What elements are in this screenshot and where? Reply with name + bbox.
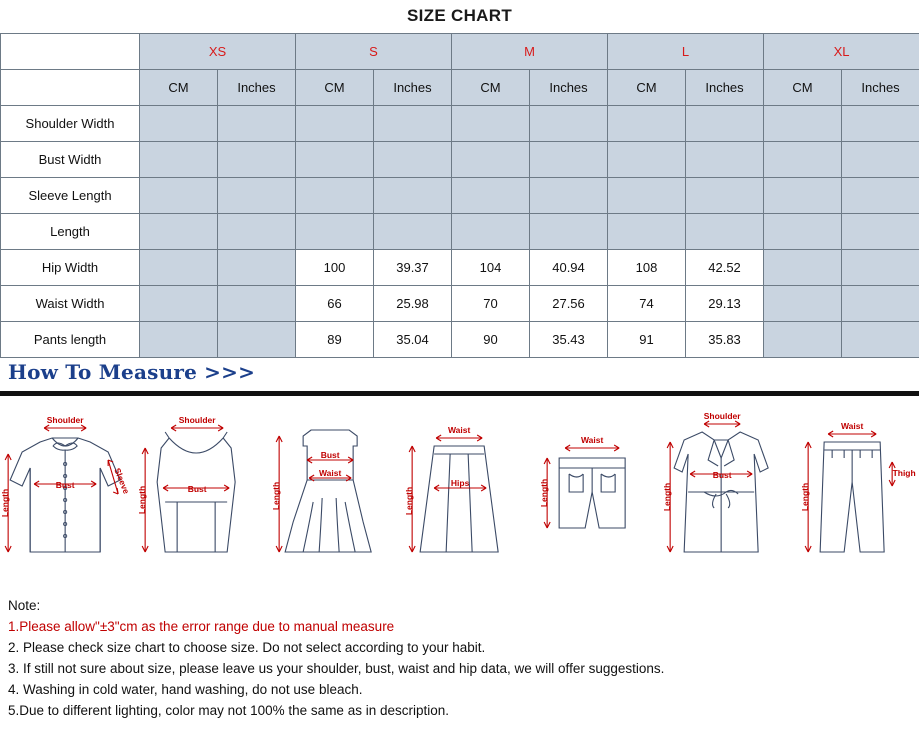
figure-label-waist: Waist (581, 435, 604, 445)
note-line-1: 1.Please allow"±3"cm as the error range due to manual measure (8, 618, 395, 634)
cell (608, 178, 686, 214)
cell: 89 (296, 322, 374, 358)
table-header-sizes (1, 34, 919, 70)
row-label-waist-width: Waist Width (1, 286, 140, 322)
cell (608, 142, 686, 178)
figure-label-waist: Waist (840, 421, 864, 431)
figure-label-sleeve: Sleeve (112, 466, 132, 496)
figure-label-hips: Hips (450, 478, 470, 488)
figure-blouse (0, 402, 131, 586)
divider-rule (0, 391, 919, 396)
size-header-m: M (452, 34, 608, 70)
cell (452, 178, 530, 214)
unit-header-xs-in: Inches (218, 70, 296, 106)
cell (218, 106, 296, 142)
table-row (1, 178, 919, 214)
cell (218, 322, 296, 358)
cell (140, 322, 218, 358)
cell (452, 106, 530, 142)
table-row (1, 322, 919, 358)
cell (140, 178, 218, 214)
cell (374, 142, 452, 178)
size-header-l: L (608, 34, 764, 70)
cell: 29.13 (686, 286, 764, 322)
cell: 66 (296, 286, 374, 322)
cell (842, 214, 919, 250)
unit-header-s-in: Inches (374, 70, 452, 106)
cell (374, 178, 452, 214)
cell (608, 106, 686, 142)
page-title: SIZE CHART (407, 6, 512, 25)
size-header-xs: XS (140, 34, 296, 70)
how-to-measure-banner (0, 360, 919, 396)
cell: 108 (608, 250, 686, 286)
unit-header-l-cm: CM (608, 70, 686, 106)
cell (218, 142, 296, 178)
cell (140, 106, 218, 142)
cell (530, 142, 608, 178)
row-label-bust-width: Bust Width (1, 142, 140, 178)
cell: 91 (608, 322, 686, 358)
cell (764, 106, 842, 142)
note-line-2: 2. Please check size chart to choose size. Do not select according to your habit. (8, 639, 486, 655)
cell (842, 178, 919, 214)
cell (296, 214, 374, 250)
cell (218, 178, 296, 214)
note-line-5: 5.Due to different lighting, color may not 100% the same as in description. (8, 702, 449, 718)
figure-label-length: Length (137, 485, 148, 515)
cell (530, 106, 608, 142)
figure-label-length: Length (0, 488, 11, 518)
size-header-s: S (296, 34, 452, 70)
cell (140, 214, 218, 250)
figure-label-bust: Bust (713, 470, 732, 480)
how-to-measure-heading: How To Measure >>> (8, 360, 256, 384)
unit-header-xl-in: Inches (842, 70, 919, 106)
table-row (1, 142, 919, 178)
cell (218, 250, 296, 286)
figure-label-length: Length (270, 481, 281, 511)
cell (764, 178, 842, 214)
cell (218, 214, 296, 250)
cell (686, 106, 764, 142)
cell: 100 (296, 250, 374, 286)
row-label-hip-width: Hip Width (1, 250, 140, 286)
figure-label-bust: Bust (55, 480, 75, 490)
cell: 90 (452, 322, 530, 358)
cell (686, 178, 764, 214)
cell (296, 106, 374, 142)
cell: 104 (452, 250, 530, 286)
cell (764, 214, 842, 250)
table-row (1, 106, 919, 142)
size-header-xl: XL (764, 34, 919, 70)
notes-heading: Note: (8, 598, 41, 613)
size-chart-table (0, 33, 919, 358)
row-label-pants-length: Pants length (1, 322, 140, 358)
figure-coat (656, 402, 787, 586)
cell (764, 286, 842, 322)
table-row (1, 214, 919, 250)
cell (140, 250, 218, 286)
figure-label-length: Length (799, 482, 810, 512)
table-corner-cell (1, 34, 140, 70)
cell: 74 (608, 286, 686, 322)
cell: 35.83 (686, 322, 764, 358)
figure-label-shoulder: Shoulder (46, 415, 84, 425)
cell (608, 214, 686, 250)
cell (140, 142, 218, 178)
note-line-4: 4. Washing in cold water, hand washing, do not use bleach. (8, 681, 363, 697)
figure-label-shoulder: Shoulder (704, 411, 741, 421)
table-header-units (1, 70, 919, 106)
measurement-figures (0, 396, 919, 586)
figure-label-thigh: Thigh (892, 468, 916, 478)
unit-header-s-cm: CM (296, 70, 374, 106)
cell (764, 142, 842, 178)
figure-label-waist: Waist (447, 425, 471, 435)
cell (530, 214, 608, 250)
cell (218, 286, 296, 322)
table-row (1, 250, 919, 286)
row-label-length: Length (1, 214, 140, 250)
figure-label-bust: Bust (187, 484, 207, 494)
cell (296, 142, 374, 178)
cell (452, 142, 530, 178)
figure-trousers (788, 402, 919, 586)
figure-label-length: Length (403, 486, 414, 516)
figure-flared-dress (263, 402, 394, 586)
cell (374, 106, 452, 142)
unit-corner-cell (1, 70, 140, 106)
note-line-3: 3. If still not sure about size, please leave us your shoulder, bust, waist and hip data, we will offer suggestions. (8, 660, 665, 676)
row-label-sleeve-length: Sleeve Length (1, 178, 140, 214)
figure-label-length: Length (662, 482, 673, 512)
cell: 35.43 (530, 322, 608, 358)
cell (530, 178, 608, 214)
cell (686, 142, 764, 178)
cell: 35.04 (374, 322, 452, 358)
unit-header-m-cm: CM (452, 70, 530, 106)
unit-header-xl-cm: CM (764, 70, 842, 106)
cell (140, 286, 218, 322)
figure-skirt (394, 402, 525, 586)
cell (842, 142, 919, 178)
cell: 70 (452, 286, 530, 322)
cell: 27.56 (530, 286, 608, 322)
cell (686, 214, 764, 250)
unit-header-xs-cm: CM (140, 70, 218, 106)
cell (842, 286, 919, 322)
row-label-shoulder-width: Shoulder Width (1, 106, 140, 142)
unit-header-m-in: Inches (530, 70, 608, 106)
cell: 40.94 (530, 250, 608, 286)
figure-label-bust: Bust (320, 450, 340, 460)
cell (452, 214, 530, 250)
unit-header-l-in: Inches (686, 70, 764, 106)
cell (842, 106, 919, 142)
notes-section (0, 586, 919, 722)
cell: 39.37 (374, 250, 452, 286)
cell (842, 250, 919, 286)
cell (374, 214, 452, 250)
figure-tank-top (131, 402, 262, 586)
table-row (1, 286, 919, 322)
cell: 42.52 (686, 250, 764, 286)
cell (764, 250, 842, 286)
cell (842, 322, 919, 358)
cell (296, 178, 374, 214)
figure-shorts (525, 402, 656, 586)
cell: 25.98 (374, 286, 452, 322)
figure-label-waist: Waist (318, 468, 341, 478)
figure-label-shoulder: Shoulder (179, 415, 216, 425)
figure-label-length: Length (539, 478, 550, 508)
cell (764, 322, 842, 358)
